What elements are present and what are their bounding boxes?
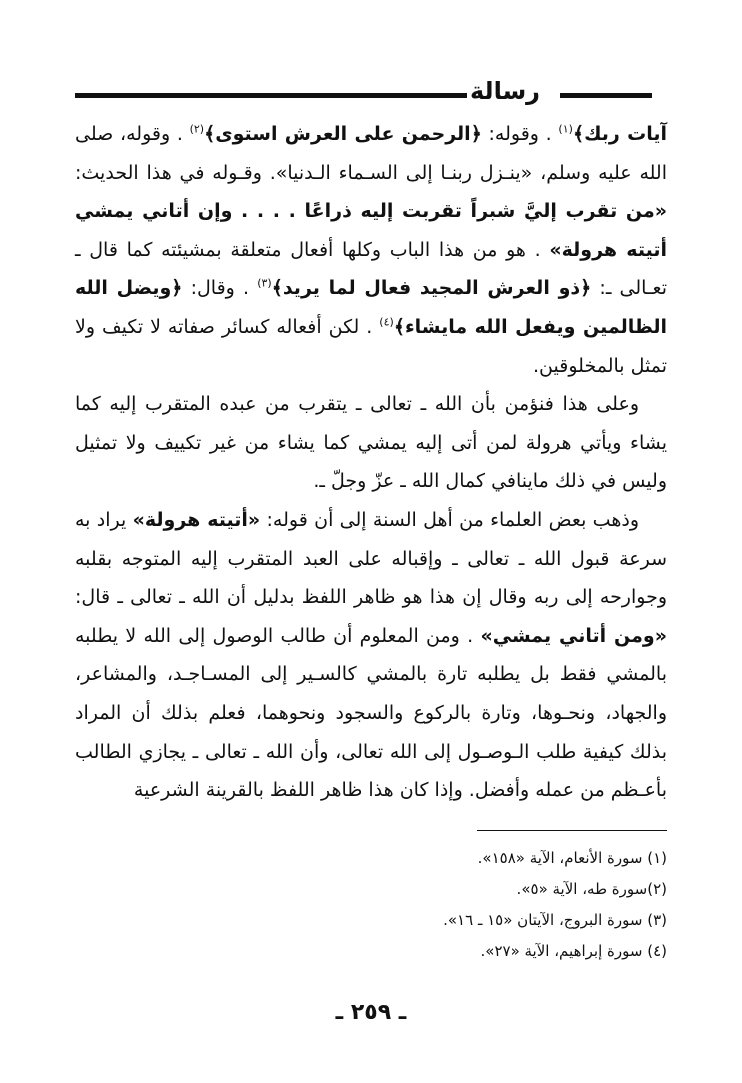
paragraph-2: وعلى هذا فنؤمن بأن الله ـ تعالى ـ يتقرب من عبده المتقرب إليه كما يشاء ويأتي هرولة لمن أتى إليه يمشي كما يشاء من غير تكييف ولا تمثيل وليس في ذلك ماينافي كمال الله ـ عزّ وجلّ ـ.	[75, 393, 667, 493]
body-text	[75, 115, 667, 810]
footnote-ref-1: (١)	[558, 122, 573, 136]
header-rule-long	[75, 93, 467, 98]
footnote-ref-3: (٣)	[257, 277, 272, 291]
text-run: . ومن المعلوم أن طالب الوصول إلى الله لا يطلبه بالمشي فقط بل يطلبه تارة بالمشي كالسـير إلى المسـاجـد، والمشاعر، والجهاد، ونحـوها، وتارة بالركوع والسجود ونحوهما، فعلم بذلك أن المراد بذلك كيفية طلب الـوصـول إلى الله تعالى، وأن الله ـ تعالى ـ يجازي الطالب بأعـظم من عمله وأفضل. وإذا كان هذا ظاهر اللفظ بالقرينة الشرعية	[75, 624, 667, 802]
paragraph-1	[75, 115, 667, 385]
quran-quote-3: ﴿ذو العرش المجيد فعال لما يريد﴾	[271, 277, 592, 300]
quran-quote-1: آيات ربك﴾	[572, 123, 667, 145]
page-number: ـ ٢٥٩ ـ	[335, 1000, 407, 1025]
footnote-2: (٢)سورة طه، الآية «٥».	[516, 880, 667, 898]
footnote-ref-2: (٢)	[189, 122, 205, 136]
text-run: . وقوله:	[481, 123, 559, 145]
hadith-quote: «ومن أتاني يمشي»	[480, 624, 667, 647]
footnote-ref-4: (٤)	[379, 315, 394, 329]
text-run: . وقوله، صلى الله عليه وسلم، «ينـزل ربنـا إلى السـماء الـدنيا». وقـوله في هذا الحديث:	[75, 123, 667, 184]
hadith-quote: «من تقرب إليَّ شبراً تقربت إليه ذراعًا . . . . وإن أتاني يمشي أتيته هرولة»	[75, 200, 667, 261]
quran-quote-4: ﴿ويضل الله الظالمين ويفعل الله مايشاء﴾	[75, 277, 667, 338]
paragraph-3	[75, 501, 667, 810]
quran-quote-2: ﴿الرحمن على العرش استوى﴾	[204, 123, 482, 145]
header-title: رسالة	[470, 77, 540, 105]
text-run: . وقال:	[182, 277, 258, 300]
footnote-4: (٤) سورة إبراهيم، الآية «٢٧».	[480, 942, 667, 960]
text-run: . هو من هذا الباب وكلها أفعال متعلقة بمشيئته كما قال ـ تعـالى ـ:	[75, 238, 667, 300]
hadith-quote: «أتيته هرولة»	[132, 508, 261, 531]
text-run: وذهب بعض العلماء من أهل السنة إلى أن قوله:	[260, 508, 639, 531]
header-rule-short	[560, 93, 652, 98]
footnotes	[75, 843, 667, 967]
running-header	[75, 77, 652, 110]
text-run: . لكن أفعاله كسائر صفاته لا تكيف ولا تمثل بالمخلوقين.	[75, 315, 667, 377]
footnote-1: (١) سورة الأنعام، الآية «١٥٨».	[477, 849, 667, 867]
footnote-3: (٣) سورة البروج، الآيتان «١٥ ـ ١٦».	[443, 911, 667, 929]
text-run: يراد به سرعة قبول الله ـ تعالى ـ وإقباله على العبد المتقرب إليه المتوجه بقلبه وجوارحه إلى ربه وقال إن هذا هو ظاهر اللفظ بدليل أن الله ـ تعالى ـ قال:	[75, 508, 667, 609]
footnote-separator	[477, 830, 667, 831]
